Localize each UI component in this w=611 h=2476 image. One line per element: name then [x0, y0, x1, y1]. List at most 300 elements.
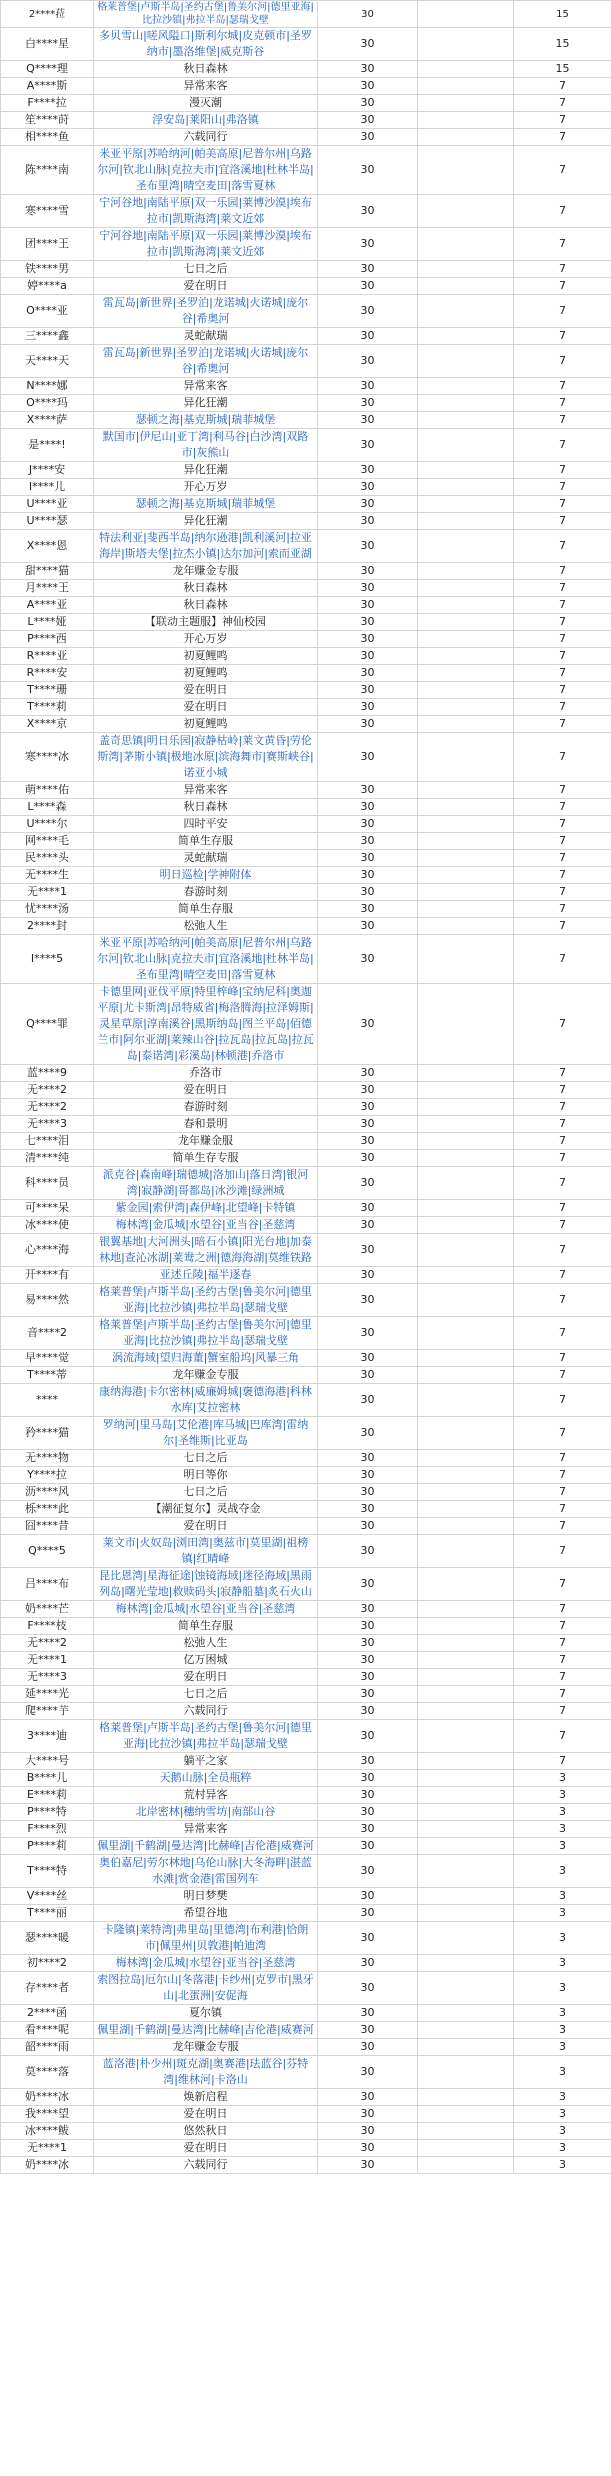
table-row: [1, 699, 611, 716]
value-c-cell: 7: [514, 631, 611, 648]
player-name-cell: U****亚: [1, 496, 94, 513]
player-name-cell: 清****纯: [1, 1150, 94, 1167]
player-name-cell: 早****觉: [1, 1350, 94, 1367]
value-a-cell: 30: [318, 1317, 418, 1350]
table-row: [1, 782, 611, 799]
player-name-cell: 团****王: [1, 228, 94, 261]
table-row: [1, 867, 611, 884]
value-a-cell: 30: [318, 1133, 418, 1150]
value-c-cell: 7: [514, 1601, 611, 1618]
value-a-cell: 30: [318, 1484, 418, 1501]
player-name-cell: 3****迪: [1, 1720, 94, 1753]
player-name-cell: Q****理: [1, 61, 94, 78]
server-list-cell: 宁河谷地|南陆平原|双一乐园|莱博沙漠|埃布拉市|凯斯海湾|莱文近郊: [94, 195, 318, 228]
value-b-cell: [418, 935, 514, 984]
value-c-cell: 7: [514, 984, 611, 1065]
value-a-cell: 30: [318, 328, 418, 345]
value-c-cell: 7: [514, 412, 611, 429]
value-b-cell: [418, 1200, 514, 1217]
value-c-cell: 3: [514, 2039, 611, 2056]
value-b-cell: [418, 733, 514, 782]
value-c-cell: 7: [514, 1217, 611, 1234]
table-row: [1, 850, 611, 867]
value-b-cell: [418, 631, 514, 648]
player-name-cell: 无****物: [1, 1450, 94, 1467]
table-row: [1, 918, 611, 935]
value-a-cell: 30: [318, 682, 418, 699]
table-row: [1, 1888, 611, 1905]
player-name-cell: 无****1: [1, 2140, 94, 2157]
table-row: [1, 1838, 611, 1855]
player-name-cell: Y****拉: [1, 1467, 94, 1484]
table-row: [1, 1150, 611, 1167]
player-name-cell: 心****海: [1, 1234, 94, 1267]
player-name-cell: T****蒂: [1, 1367, 94, 1384]
value-a-cell: 30: [318, 1367, 418, 1384]
table-row: [1, 1082, 611, 1099]
player-name-cell: 吕****布: [1, 1568, 94, 1601]
table-row: [1, 2056, 611, 2089]
server-list-cell: 梅林湾|金瓜城|水望谷|亚当谷|圣慈湾: [94, 1217, 318, 1234]
player-name-cell: L****娅: [1, 614, 94, 631]
table-row: [1, 1284, 611, 1317]
value-a-cell: 30: [318, 614, 418, 631]
value-a-cell: 30: [318, 1065, 418, 1082]
server-list-cell: 龙年赚金专服: [94, 2039, 318, 2056]
value-a-cell: 30: [318, 195, 418, 228]
value-a-cell: 30: [318, 918, 418, 935]
value-a-cell: 30: [318, 412, 418, 429]
value-b-cell: [418, 395, 514, 412]
player-name-cell: 易****然: [1, 1284, 94, 1317]
server-list-cell: 松弛人生: [94, 918, 318, 935]
value-c-cell: 3: [514, 1905, 611, 1922]
server-list-cell: 初夏鲤鸣: [94, 665, 318, 682]
server-list-cell: 七日之后: [94, 261, 318, 278]
value-a-cell: 30: [318, 1972, 418, 2005]
player-name-cell: 寒****冰: [1, 733, 94, 782]
value-c-cell: 3: [514, 2140, 611, 2157]
server-list-cell: 蓝洛港|朴少州|斑克湖|奥赛港|珐蓝谷|芬特湾|维林河|卡洛山: [94, 2056, 318, 2089]
value-c-cell: 3: [514, 2106, 611, 2123]
value-c-cell: 7: [514, 1635, 611, 1652]
player-name-cell: 三****鑫: [1, 328, 94, 345]
table-row: [1, 1133, 611, 1150]
server-list-cell: 米亚平原|苏哈纳河|帕美高原|尼普尔州|乌路尔河|钦北山脉|克拉夫市|宜洛溪地|杜林半岛|圣布里湾|晴空麦田|落雪夏林: [94, 935, 318, 984]
server-list-cell: 灵蛇献瑞: [94, 328, 318, 345]
value-b-cell: [418, 61, 514, 78]
server-list-cell: 初夏鲤鸣: [94, 716, 318, 733]
value-b-cell: [418, 1905, 514, 1922]
player-name-cell: 无****1: [1, 1652, 94, 1669]
player-name-cell: B****儿: [1, 1770, 94, 1787]
player-name-cell: A****亚: [1, 597, 94, 614]
table-row: [1, 2005, 611, 2022]
value-c-cell: 7: [514, 1284, 611, 1317]
server-list-cell: 天鹅山脉|全员瓶粹: [94, 1770, 318, 1787]
value-c-cell: 3: [514, 1804, 611, 1821]
value-b-cell: [418, 1855, 514, 1888]
value-b-cell: [418, 112, 514, 129]
value-a-cell: 30: [318, 1669, 418, 1686]
table-row: [1, 1518, 611, 1535]
player-name-cell: 可****呆: [1, 1200, 94, 1217]
value-b-cell: [418, 95, 514, 112]
table-row: [1, 1217, 611, 1234]
value-a-cell: 30: [318, 1217, 418, 1234]
value-a-cell: 30: [318, 1535, 418, 1568]
value-c-cell: 7: [514, 614, 611, 631]
value-c-cell: 7: [514, 1703, 611, 1720]
table-row: [1, 1065, 611, 1082]
table-row: [1, 1267, 611, 1284]
value-b-cell: [418, 378, 514, 395]
value-b-cell: [418, 716, 514, 733]
player-name-cell: X****恩: [1, 530, 94, 563]
value-c-cell: 7: [514, 1167, 611, 1200]
value-a-cell: 30: [318, 1770, 418, 1787]
value-a-cell: 30: [318, 112, 418, 129]
value-a-cell: 30: [318, 1635, 418, 1652]
value-b-cell: [418, 328, 514, 345]
value-a-cell: 30: [318, 2005, 418, 2022]
value-a-cell: 30: [318, 1753, 418, 1770]
value-c-cell: 7: [514, 682, 611, 699]
table-row: [1, 479, 611, 496]
value-a-cell: 30: [318, 984, 418, 1065]
value-b-cell: [418, 1601, 514, 1618]
server-list-cell: 卡隆镇|莱特湾|弗里岛|里德湾|布利港|恰朗市|佩里州|贝敦港|帕迪湾: [94, 1922, 318, 1955]
table-row: [1, 580, 611, 597]
value-b-cell: [418, 1284, 514, 1317]
player-name-cell: 铁****男: [1, 261, 94, 278]
value-b-cell: [418, 1804, 514, 1821]
player-name-cell: E****莉: [1, 1787, 94, 1804]
server-list-cell: 秋日森林: [94, 597, 318, 614]
player-name-cell: X****萨: [1, 412, 94, 429]
value-b-cell: [418, 1618, 514, 1635]
table-row: [1, 345, 611, 378]
value-a-cell: 30: [318, 1284, 418, 1317]
value-b-cell: [418, 563, 514, 580]
table-row: [1, 1635, 611, 1652]
server-list-cell: 爱在明日: [94, 1518, 318, 1535]
player-name-cell: 冰****鲅: [1, 2123, 94, 2140]
value-a-cell: 30: [318, 1703, 418, 1720]
value-a-cell: 30: [318, 146, 418, 195]
value-c-cell: 7: [514, 278, 611, 295]
player-name-cell: 无****2: [1, 1082, 94, 1099]
server-list-cell: 六载同行: [94, 1703, 318, 1720]
table-row: [1, 328, 611, 345]
player-name-cell: A****斯: [1, 78, 94, 95]
player-name-cell: 2****封: [1, 918, 94, 935]
server-list-cell: 卡德里网|亚伐平原|特里梓峰|宝纳尼科|奥迦平原|尤卡斯湾|昂特威省|梅洛腾海|拉泽姆斯|灵星草原|淳南溪谷|黑斯纳岛|图兰平岛|佰德兰市|阿尔亚湖|莱辣山谷|拉瓦岛|拉瓦岛|拉瓦岛|泰诺湾|彩溪岛|林顿港|乔洛市: [94, 984, 318, 1065]
value-c-cell: 7: [514, 295, 611, 328]
player-name-cell: 沥****风: [1, 1484, 94, 1501]
player-name-cell: 大****号: [1, 1753, 94, 1770]
value-c-cell: 7: [514, 1720, 611, 1753]
server-list-cell: 明日等你: [94, 1467, 318, 1484]
server-list-cell: 异常来客: [94, 782, 318, 799]
value-a-cell: 30: [318, 816, 418, 833]
value-a-cell: 30: [318, 1955, 418, 1972]
server-list-cell: 乔洛市: [94, 1065, 318, 1082]
value-b-cell: [418, 1720, 514, 1753]
value-a-cell: 30: [318, 1450, 418, 1467]
value-c-cell: 7: [514, 1150, 611, 1167]
value-c-cell: 15: [514, 1, 611, 28]
value-b-cell: [418, 699, 514, 716]
value-b-cell: [418, 429, 514, 462]
value-b-cell: [418, 1770, 514, 1787]
value-b-cell: [418, 1753, 514, 1770]
table-row: [1, 1417, 611, 1450]
value-b-cell: [418, 479, 514, 496]
player-name-cell: 婷****a: [1, 278, 94, 295]
player-name-cell: 天****天: [1, 345, 94, 378]
value-c-cell: 3: [514, 2157, 611, 2174]
value-a-cell: 30: [318, 1855, 418, 1888]
table-row: [1, 1787, 611, 1804]
value-b-cell: [418, 597, 514, 614]
server-list-cell: 开心万岁: [94, 631, 318, 648]
value-c-cell: 3: [514, 2022, 611, 2039]
server-list-cell: 春游时刻: [94, 884, 318, 901]
value-b-cell: [418, 1535, 514, 1568]
value-c-cell: 3: [514, 1855, 611, 1888]
server-list-cell: 秋日森林: [94, 61, 318, 78]
value-c-cell: 15: [514, 61, 611, 78]
value-c-cell: 7: [514, 328, 611, 345]
player-name-cell: 爬****芋: [1, 1703, 94, 1720]
server-list-cell: 索图拉岛|厄尔山|冬落港|卡纱州|克罗市|黑牙山|北蛋洲|安促海: [94, 1972, 318, 2005]
value-c-cell: 3: [514, 2005, 611, 2022]
table-row: [1, 1804, 611, 1821]
value-a-cell: 30: [318, 395, 418, 412]
table-row: [1, 1450, 611, 1467]
value-b-cell: [418, 1367, 514, 1384]
value-a-cell: 30: [318, 1267, 418, 1284]
value-c-cell: 7: [514, 1518, 611, 1535]
value-b-cell: [418, 2022, 514, 2039]
value-c-cell: 7: [514, 1618, 611, 1635]
value-c-cell: 7: [514, 935, 611, 984]
value-c-cell: 7: [514, 867, 611, 884]
value-a-cell: 30: [318, 462, 418, 479]
server-list-cell: 简单生存服: [94, 833, 318, 850]
value-a-cell: 30: [318, 867, 418, 884]
player-name-cell: Q****5: [1, 1535, 94, 1568]
value-b-cell: [418, 2089, 514, 2106]
value-b-cell: [418, 1350, 514, 1367]
player-name-cell: 无****3: [1, 1116, 94, 1133]
value-a-cell: 30: [318, 1838, 418, 1855]
player-name-cell: 笙****莳: [1, 112, 94, 129]
server-list-cell: 龙年赚金服: [94, 1133, 318, 1150]
value-a-cell: 30: [318, 95, 418, 112]
value-a-cell: 30: [318, 1116, 418, 1133]
value-b-cell: [418, 1167, 514, 1200]
value-c-cell: 7: [514, 1367, 611, 1384]
player-name-cell: 寒****雪: [1, 195, 94, 228]
server-list-cell: 六载同行: [94, 2157, 318, 2174]
table-row: [1, 395, 611, 412]
table-row: [1, 261, 611, 278]
table-row: [1, 1467, 611, 1484]
value-a-cell: 30: [318, 1518, 418, 1535]
table-row: [1, 733, 611, 782]
value-c-cell: 7: [514, 1350, 611, 1367]
player-name-cell: 2****菈: [1, 1, 94, 28]
value-a-cell: 30: [318, 513, 418, 530]
value-c-cell: 3: [514, 2089, 611, 2106]
value-c-cell: 7: [514, 1116, 611, 1133]
value-c-cell: 7: [514, 850, 611, 867]
value-a-cell: 30: [318, 228, 418, 261]
value-b-cell: [418, 580, 514, 597]
player-name-cell: 无****生: [1, 867, 94, 884]
player-name-cell: 无****3: [1, 1669, 94, 1686]
value-c-cell: 7: [514, 1501, 611, 1518]
value-c-cell: 15: [514, 28, 611, 61]
player-name-cell: 月****王: [1, 580, 94, 597]
value-b-cell: [418, 1501, 514, 1518]
table-row: [1, 799, 611, 816]
table-row: [1, 816, 611, 833]
value-b-cell: [418, 1116, 514, 1133]
value-a-cell: 30: [318, 1905, 418, 1922]
value-a-cell: 30: [318, 833, 418, 850]
player-name-cell: 七****泪: [1, 1133, 94, 1150]
player-name-cell: 开****有: [1, 1267, 94, 1284]
value-b-cell: [418, 278, 514, 295]
table-row: [1, 2039, 611, 2056]
table-row: [1, 833, 611, 850]
player-name-cell: 科****员: [1, 1167, 94, 1200]
player-name-cell: Q****罪: [1, 984, 94, 1065]
server-list-cell: 北岸密林|穗纳雪坊|南部山谷: [94, 1804, 318, 1821]
value-a-cell: 30: [318, 850, 418, 867]
player-name-cell: J****安: [1, 462, 94, 479]
value-a-cell: 30: [318, 530, 418, 563]
value-c-cell: 3: [514, 1955, 611, 1972]
value-a-cell: 30: [318, 1501, 418, 1518]
table-row: [1, 278, 611, 295]
table-row: [1, 1384, 611, 1417]
value-c-cell: 7: [514, 1484, 611, 1501]
table-row: [1, 195, 611, 228]
value-c-cell: 7: [514, 1535, 611, 1568]
player-name-cell: 2****函: [1, 2005, 94, 2022]
player-name-cell: O****亚: [1, 295, 94, 328]
server-list-cell: 初夏鲤鸣: [94, 648, 318, 665]
server-list-cell: 秋日森林: [94, 580, 318, 597]
table-row: [1, 1099, 611, 1116]
value-a-cell: 30: [318, 345, 418, 378]
value-a-cell: 30: [318, 129, 418, 146]
server-list-cell: 爱在明日: [94, 1669, 318, 1686]
server-list-cell: 紫金园|索伊湾|森伊峰|北望峰|卡特镇: [94, 1200, 318, 1217]
player-name-cell: 网****毛: [1, 833, 94, 850]
value-a-cell: 30: [318, 378, 418, 395]
value-b-cell: [418, 1972, 514, 2005]
table-row: [1, 1484, 611, 1501]
table-row: [1, 1601, 611, 1618]
server-list-cell: 格莱普堡|卢斯半岛|圣约古堡|鲁美尔河|德里亚海|比拉沙镇|弗拉半岛|瑟瑞戈壁: [94, 1, 318, 28]
table-row: [1, 1922, 611, 1955]
value-c-cell: 3: [514, 1922, 611, 1955]
server-list-cell: 雷瓦岛|新世界|圣罗泊|龙诺城|火诺城|庞尔谷|希奥河: [94, 295, 318, 328]
player-name-cell: 栎****此: [1, 1501, 94, 1518]
value-c-cell: 3: [514, 1770, 611, 1787]
value-b-cell: [418, 782, 514, 799]
player-name-cell: 无****2: [1, 1635, 94, 1652]
table-body: [1, 1, 611, 2174]
value-a-cell: 30: [318, 580, 418, 597]
table-row: [1, 2140, 611, 2157]
table-row: [1, 665, 611, 682]
player-name-cell: 忧****汤: [1, 901, 94, 918]
value-c-cell: 7: [514, 1686, 611, 1703]
server-list-cell: 梅林湾|金瓜城|水望谷|亚当谷|圣慈湾: [94, 1601, 318, 1618]
value-c-cell: 7: [514, 782, 611, 799]
value-a-cell: 30: [318, 78, 418, 95]
value-c-cell: 7: [514, 1652, 611, 1669]
value-b-cell: [418, 2005, 514, 2022]
value-c-cell: 3: [514, 1838, 611, 1855]
server-list-cell: 简单生存服: [94, 901, 318, 918]
player-name-cell: P****莉: [1, 1838, 94, 1855]
table-row: [1, 1855, 611, 1888]
table-row: [1, 295, 611, 328]
value-b-cell: [418, 1317, 514, 1350]
server-list-cell: 涡流海域|望归海董|蟹室船坞|风暴三角: [94, 1350, 318, 1367]
server-list-cell: 亿万困城: [94, 1652, 318, 1669]
server-list-cell: 奥伯嘉尼|劳尔林地|乌伦山脉|大冬海畔|湛蓝水滩|赏金港|雷国列车: [94, 1855, 318, 1888]
value-c-cell: 7: [514, 1317, 611, 1350]
value-c-cell: 7: [514, 395, 611, 412]
player-name-cell: 矜****猫: [1, 1417, 94, 1450]
player-name-cell: T****珊: [1, 682, 94, 699]
table-row: [1, 95, 611, 112]
server-list-cell: 爱在明日: [94, 2140, 318, 2157]
table-row: [1, 1955, 611, 1972]
value-a-cell: 30: [318, 1821, 418, 1838]
value-a-cell: 30: [318, 648, 418, 665]
player-name-cell: 存****者: [1, 1972, 94, 2005]
server-list-cell: 龙年赚金专服: [94, 1367, 318, 1384]
table-row: [1, 597, 611, 614]
table-row: [1, 1167, 611, 1200]
value-b-cell: [418, 1686, 514, 1703]
value-c-cell: 7: [514, 1753, 611, 1770]
value-c-cell: 7: [514, 918, 611, 935]
value-c-cell: 7: [514, 1467, 611, 1484]
value-a-cell: 30: [318, 2140, 418, 2157]
value-a-cell: 30: [318, 261, 418, 278]
table-row: [1, 2022, 611, 2039]
value-a-cell: 30: [318, 1417, 418, 1450]
server-list-cell: 春和景明: [94, 1116, 318, 1133]
value-b-cell: [418, 816, 514, 833]
table-row: [1, 530, 611, 563]
player-name-cell: F****拉: [1, 95, 94, 112]
value-b-cell: [418, 2140, 514, 2157]
server-list-cell: 秋日森林: [94, 799, 318, 816]
player-name-cell: 奶****冰: [1, 2089, 94, 2106]
player-name-cell: 囧****昔: [1, 1518, 94, 1535]
